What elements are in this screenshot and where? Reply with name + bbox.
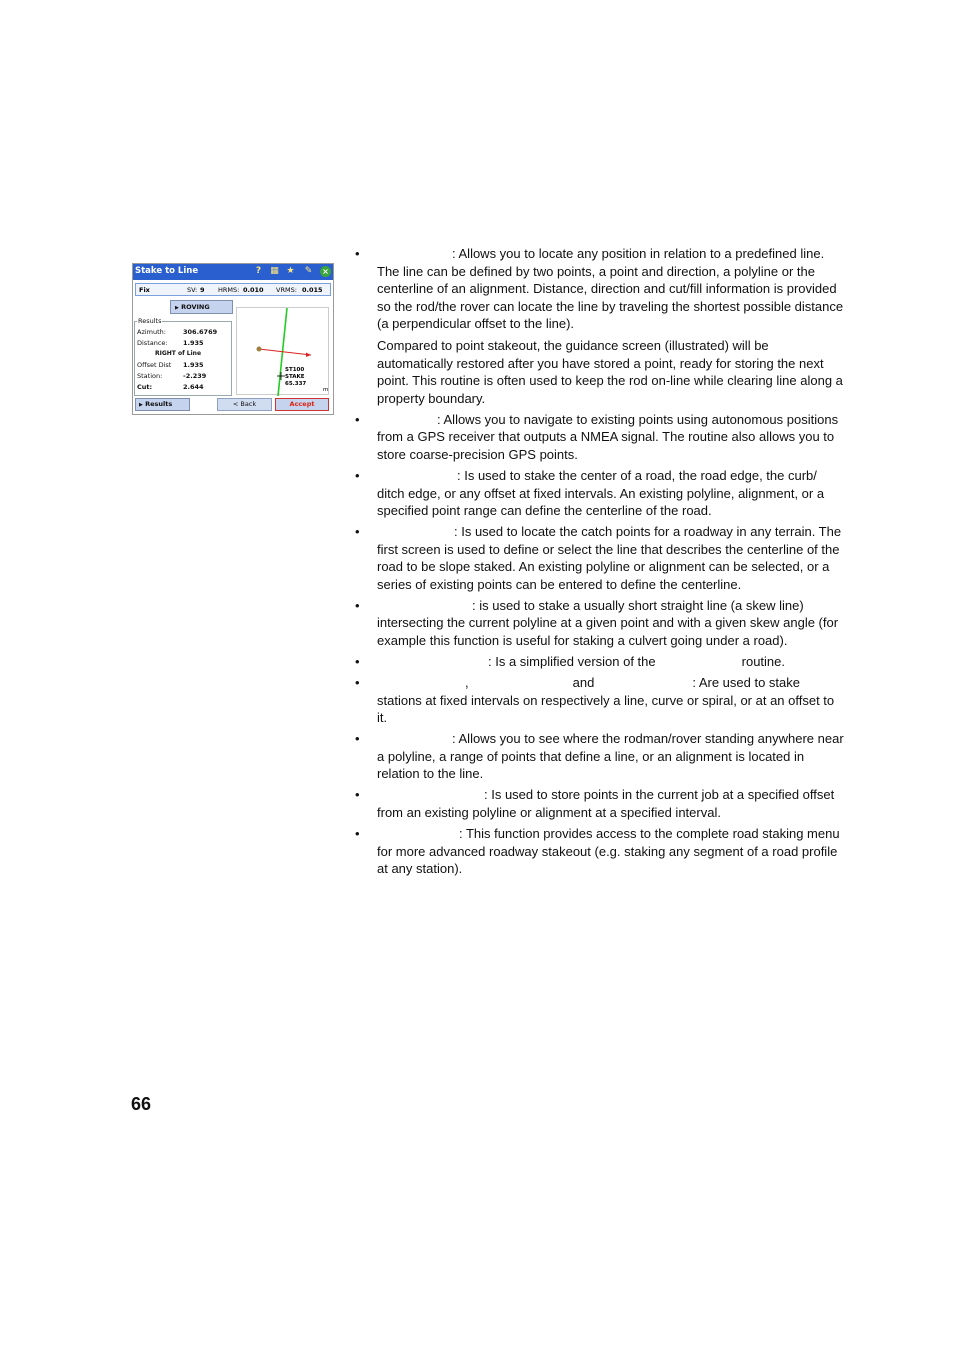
item-text: : Is used to locate the catch points for a roadway in any terrain. The first screen is used to define or select the line that describes the centerline of the road to be slope staked. An existing polyline or alignment can be selected, or a series of existing points can be entered to define the centerline. — [377, 524, 842, 592]
list-item — [355, 597, 845, 650]
guidance-map[interactable] — [236, 307, 329, 395]
star-icon[interactable]: ★ — [286, 266, 295, 276]
sv-value: 9 — [200, 286, 205, 294]
guidance-map-graphic — [237, 308, 330, 396]
list-item — [355, 653, 845, 671]
list-item — [355, 730, 845, 783]
hrms-label: HRMS: — [218, 286, 240, 294]
help-icon[interactable]: ? — [255, 266, 262, 276]
gps-status-bar — [135, 283, 331, 296]
roving-label: ROVING — [181, 303, 210, 311]
point-label: ST100 — [285, 367, 305, 373]
item-extra-text: Compared to point stakeout, the guidance screen (illustrated) will be automatically restored after you have stored a point, ready for storing the next point. This routine is often used to keep the rod on-line while clearing line along a property boundary. — [377, 337, 843, 406]
list-item — [355, 523, 845, 593]
direction-pointer — [259, 349, 311, 355]
item-text-end: routine. — [741, 654, 786, 670]
item-text: : Is used to stake the center of a road, the road edge, the curb/ ditch edge, or any offset at fixed intervals. An existing polyline, alignment, or a specified point range can define the centerline of the road. — [377, 467, 825, 519]
roving-button[interactable] — [170, 300, 233, 314]
result-value: 1.935 — [183, 361, 204, 369]
result-row-offset — [137, 361, 204, 369]
result-label: Cut: — [137, 383, 153, 391]
result-row-distance — [137, 339, 204, 347]
result-row-azimuth — [137, 328, 218, 336]
stake-label: STAKE — [285, 374, 305, 380]
close-icon[interactable]: × — [320, 266, 331, 277]
results-button[interactable] — [135, 398, 190, 411]
result-label: Azimuth: — [137, 328, 166, 336]
accept-button[interactable]: Accept — [275, 398, 329, 411]
vrms-label: VRMS: — [276, 286, 297, 294]
results-button-label: Results — [145, 400, 173, 408]
item-separator: , — [465, 675, 469, 690]
list-item — [355, 467, 845, 520]
vrms-value: 0.015 — [302, 286, 323, 294]
rover-icon — [257, 347, 262, 352]
item-text: : Allows you to see where the rodman/rover standing anywhere near a polyline, a range of points that define a line, or an alignment is located in relation to the line. — [377, 731, 844, 782]
results-legend: Results — [138, 317, 162, 325]
hrms-value: 0.010 — [243, 286, 264, 294]
triangle-right-icon: ▶ — [139, 402, 143, 408]
device-screenshot — [132, 263, 334, 415]
edit-icon[interactable]: ✎ — [304, 266, 313, 276]
item-text: : Is a simplified version of the — [488, 654, 656, 670]
result-label: Distance: — [137, 339, 168, 347]
list-item — [355, 825, 845, 878]
triangle-right-icon: ▶ — [175, 305, 179, 311]
list-item — [355, 674, 845, 727]
item-text: : Are used to stake stations at fixed intervals on respectively a line, curve or spiral, or at an offset to it. — [377, 675, 835, 726]
back-button[interactable]: < Back — [217, 398, 272, 411]
item-text: : This function provides access to the complete road staking menu for more advanced roadway stakeout (e.g. staking any segment of a road profile at any station). — [377, 825, 840, 877]
result-value: 1.935 — [183, 339, 204, 347]
unit-label: m — [323, 387, 329, 393]
results-group — [134, 317, 232, 396]
result-row-station — [137, 372, 207, 380]
grid-icon[interactable]: ▦ — [270, 266, 279, 276]
page-number: 66 — [131, 1094, 152, 1114]
item-text: : Is used to store points in the current job at a specified offset from an existing polyline or alignment at a specified interval. — [377, 787, 835, 820]
side-of-line-text: RIGHT of Line — [155, 350, 202, 357]
elevation-label: 65.337 — [285, 381, 307, 387]
fix-label: Fix — [139, 286, 150, 294]
device-title: Stake to Line — [135, 266, 199, 276]
list-item — [355, 786, 845, 821]
result-row-cut — [137, 383, 204, 391]
result-value: 306.6769 — [183, 328, 218, 336]
result-label: Station: — [137, 372, 163, 380]
result-value: 2.644 — [183, 383, 204, 391]
sv-label: SV: — [187, 286, 198, 294]
device-titlebar — [133, 264, 333, 280]
item-text: : is used to stake a usually short straight line (a skew line) intersecting the current polyline at a given point and with a given skew angle (for example this function is useful for staking a culvert going under a road). — [377, 597, 839, 649]
list-item — [355, 245, 845, 407]
routine-list — [355, 245, 845, 881]
result-value: -2.239 — [183, 372, 207, 380]
item-text: : Allows you to locate any position in relation to a predefined line. The line can be defined by two points, a point and direction, a polyline or the centerline of an alignment. Distance, direction and cut/fill information is provided so the rod/the rover can locate the line by traveling the shortest possible distance (a perpendicular offset to the line). — [377, 246, 844, 332]
item-text: : Allows you to navigate to existing points using autonomous positions from a GPS receiver that outputs a NMEA signal. The routine also allows you to store coarse-precision GPS points. — [377, 411, 839, 462]
list-item — [355, 411, 845, 464]
item-separator: and — [572, 675, 595, 690]
pointer-arrowhead — [306, 353, 311, 358]
result-label: Offset Dist — [137, 361, 172, 369]
